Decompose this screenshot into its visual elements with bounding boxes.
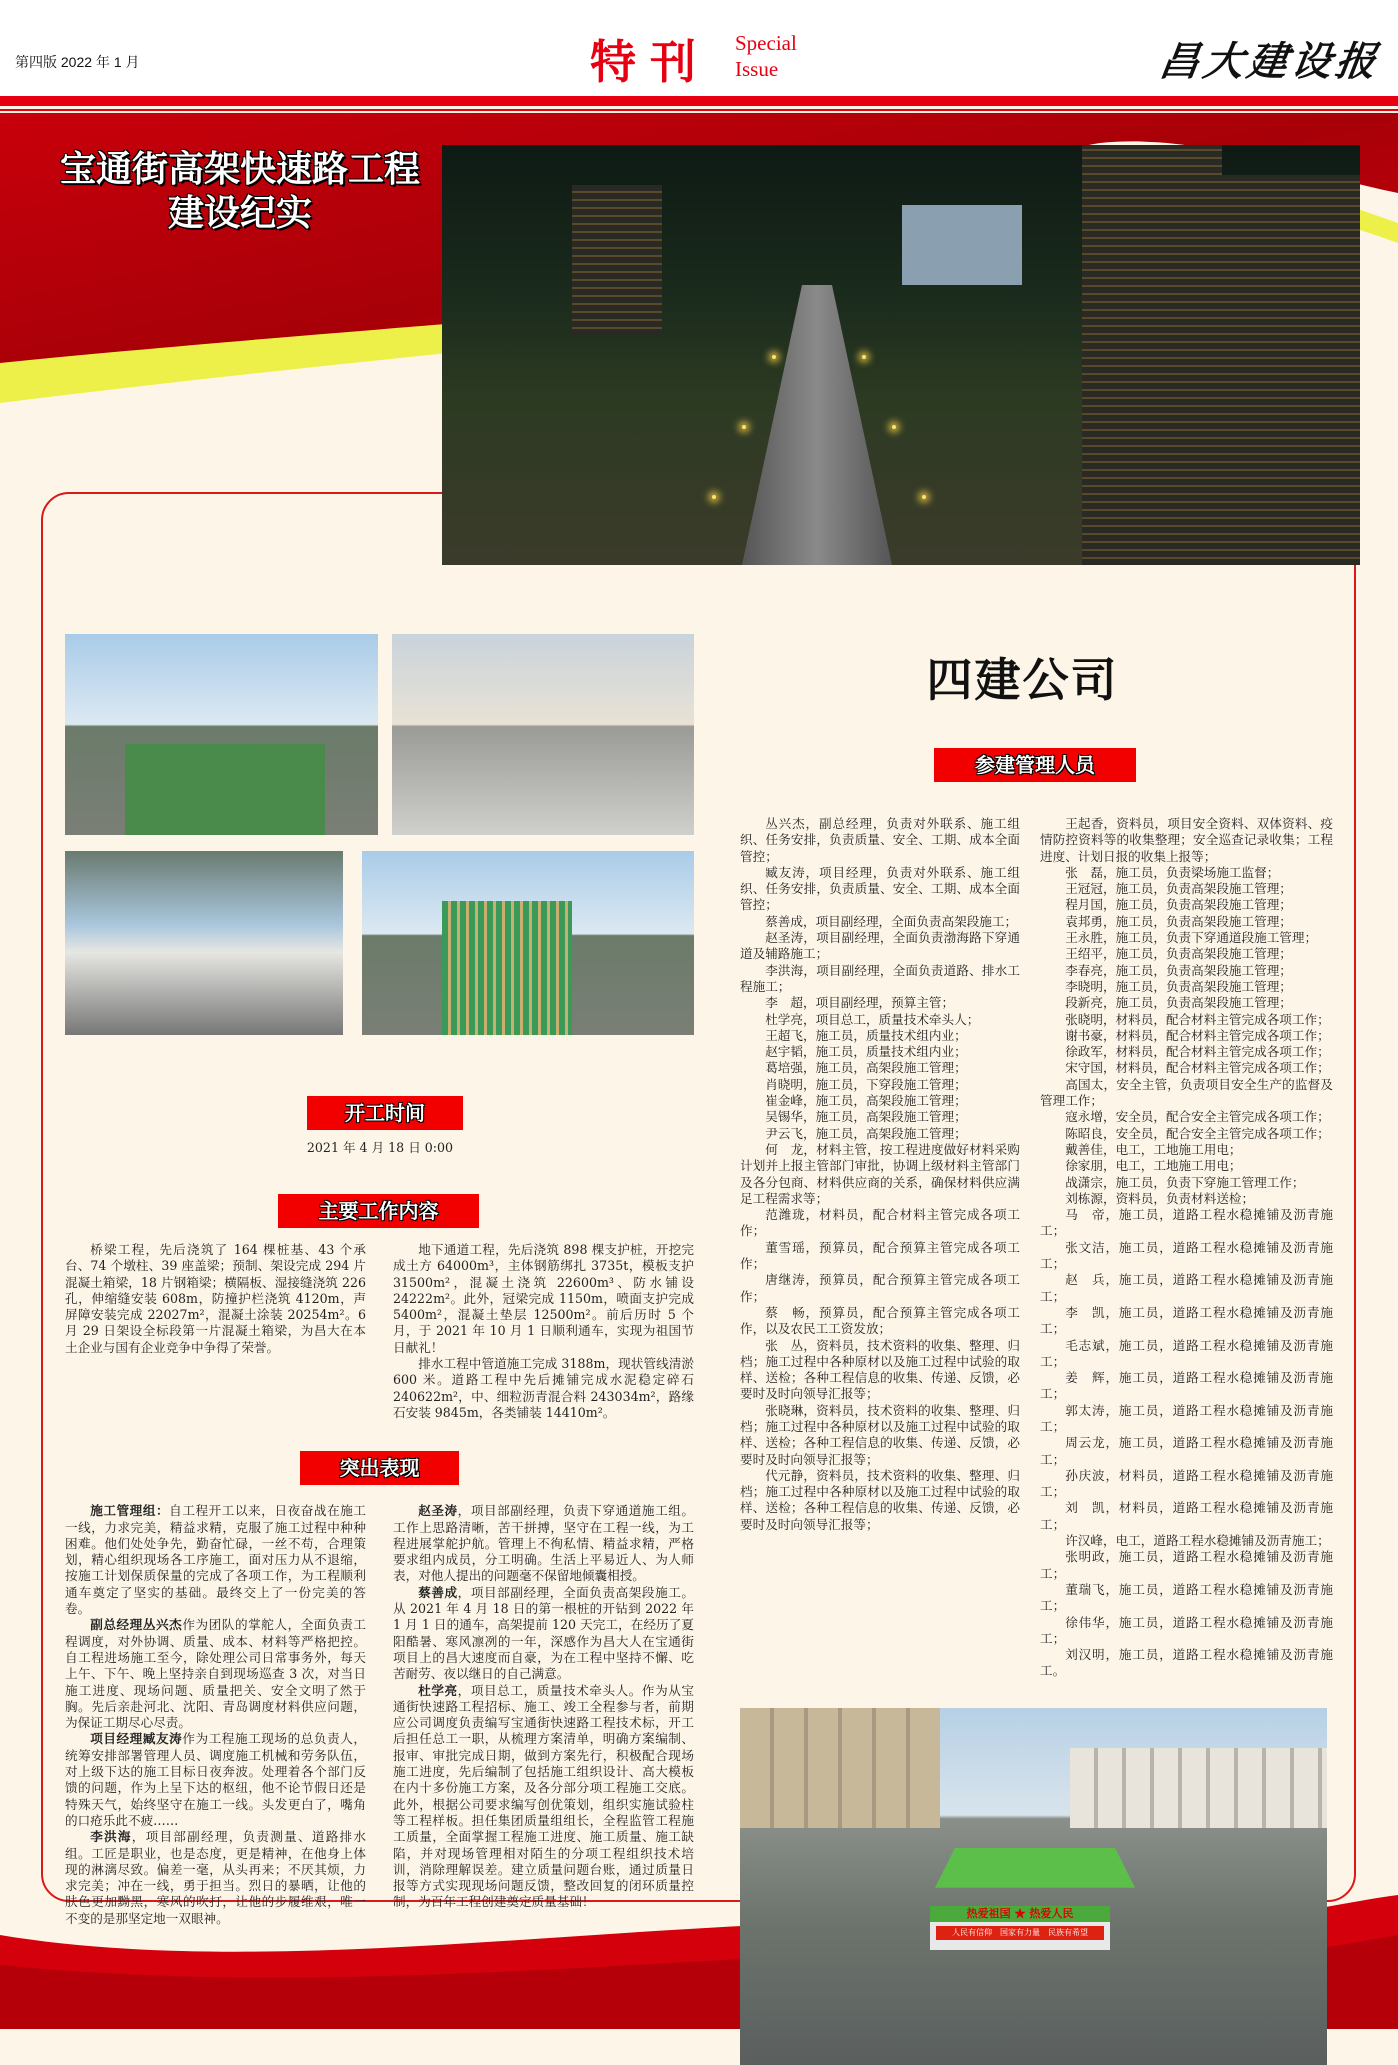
text-paragraph: 张 磊，施工员，负责梁场施工监督；	[1065, 864, 1280, 880]
text-paragraph: 范潍珑，材料员，配合材料主管完成各项工作；	[740, 1207, 1020, 1239]
text-paragraph: 臧友涛，项目经理，负责对外联系、施工组织、任务安排，负责质量、安全、工期、成本全面管控；	[740, 864, 1020, 913]
highlight-name: 蔡善成	[418, 1584, 458, 1600]
signage-slogan: 热爱祖国 ★ 热爱人民	[930, 1906, 1110, 1922]
lamp	[862, 355, 866, 359]
lamp	[772, 355, 776, 359]
text-paragraph: 许汉峰，电工，道路工程水稳摊铺及沥青施工；	[1065, 1533, 1330, 1549]
text-paragraph: 王起香，资料员，项目安全资料、双体资料、疫情防控资料等的收集整理；安全巡查记录收集；工程进度、计划日报的收集上报等；	[1040, 816, 1333, 864]
highlight-name: 李洪海	[90, 1829, 132, 1845]
highlight-name: 杜学亮	[418, 1682, 458, 1698]
completed-road-photo	[740, 1708, 1327, 2065]
text-paragraph: 郭太涛，施工员，道路工程水稳摊铺及沥青施工；	[1040, 1402, 1333, 1434]
text-paragraph: 毛志斌，施工员，道路工程水稳摊铺及沥青施工；	[1040, 1337, 1333, 1369]
text-paragraph: 王绍平，施工员，负责高架段施工管理；	[1065, 946, 1292, 962]
start-time-label: 开工时间	[307, 1096, 463, 1130]
special-issue-title: 特刊	[590, 35, 710, 89]
text-paragraph: 王冠冠，施工员，负责高架段施工管理；	[1065, 881, 1292, 897]
text-paragraph: 桥梁工程，先后浇筑了 164 棵桩基、43 个承台、74 个墩柱、39 座盖梁；预制、架设完成 294 片混凝土箱梁，18 片钢箱梁；横隔板、湿接缝浇筑 226 孔，伸缩缝安装 608m，防撞护栏浇筑 4120m，声屏障安装完成 22027m²，混凝土涂装 20254m²。6 月 29 日架设全标段第一片混凝土箱梁，为昌大在本土企业与国有企业竞争中争得了荣誉。	[65, 1242, 366, 1355]
highlight-paragraph	[65, 1829, 366, 1927]
special-en-line1: Special	[735, 31, 797, 55]
text-paragraph: 地下通道工程，先后浇筑 898 棵支护桩，开挖完成土方 64000m³，主体钢筋绑扎 3735t，模板支护 31500m²，混凝土浇筑 22600m³、防水铺设 24222m²。此外，冠梁完成 1150m，喷面支护完成 5400m²，混凝土垫层 12500m²。前后历时 5 个月，于 2021 年 10 月 1 日顺利通车，实现为祖国节日献礼！	[393, 1242, 694, 1355]
text-paragraph: 王永胜，施工员，负责下穿通道段施工管理；	[1065, 930, 1318, 946]
edition-date: 第四版 2022 年 1 月	[15, 54, 140, 70]
staff-list-column-2	[1040, 816, 1333, 1680]
text-paragraph: 尹云飞，施工员，高架段施工管理；	[765, 1125, 967, 1141]
text-paragraph: 寇永增，安全员，配合安全主管完成各项工作；	[1065, 1109, 1330, 1125]
text-paragraph: 徐政军，材料员，配合材料主管完成各项工作；	[1065, 1044, 1330, 1060]
text-paragraph: 周云龙，施工员，道路工程水稳摊铺及沥青施工；	[1040, 1435, 1333, 1467]
text-paragraph: 马 帝，施工员，道路工程水稳摊铺及沥青施工；	[1040, 1207, 1333, 1239]
text-paragraph: 李春亮，施工员，负责高架段施工管理；	[1065, 962, 1292, 978]
text-paragraph: 何 龙，材料主管，按工程进度做好材料采购计划并上报主管部门审批，协调上级材料主管部门及各分包商、材料供应商的关系，确保材料供应满足工程需求等；	[740, 1141, 1020, 1206]
lamp	[892, 425, 896, 429]
signage-banner: 人民有信仰 国家有力量 民族有希望	[936, 1926, 1104, 1940]
highlight-name: 副总经理丛兴杰	[90, 1617, 183, 1633]
text-paragraph: 吴锡华，施工员，高架段施工管理；	[765, 1109, 967, 1125]
text-paragraph: 刘栋源，资料员，负责材料送检；	[1065, 1190, 1255, 1206]
text-paragraph: 张明政，施工员，道路工程水稳摊铺及沥青施工；	[1040, 1549, 1333, 1581]
text-paragraph: 宋守国，材料员，配合材料主管完成各项工作；	[1065, 1060, 1330, 1076]
highlights-text	[65, 1503, 695, 1927]
text-paragraph: 李 超，项目副经理，预算主管；	[765, 995, 955, 1011]
highlight-text: ，项目部副经理，负责下穿通道施工组。工作上思路清晰，苦干拼搏，坚守在工程一线，为工程进展掌舵护航。管理上不徇私情、精益求精，严格要求组内成员，分工明确。生活上平易近人、为人师表，对他人提出的问题毫不保留地倾囊相授。	[393, 1503, 695, 1584]
header-divider	[0, 96, 1398, 106]
highlight-paragraph	[65, 1617, 366, 1731]
highlight-paragraph	[393, 1503, 694, 1584]
text-paragraph: 徐家朋，电工，工地施工用电；	[1065, 1158, 1242, 1174]
highlight-name: 施工管理组：	[90, 1503, 170, 1519]
left-column	[65, 634, 695, 1927]
feature-title-line1: 宝通街高架快速路工程	[59, 149, 420, 190]
text-paragraph: 葛培强，施工员，高架段施工管理；	[765, 1060, 967, 1076]
highlights-label: 突出表现	[300, 1451, 459, 1485]
building	[1082, 145, 1222, 565]
highlight-text: ，项目总工，质量技术牵头人。作为从宝通街快速路工程招标、施工、竣工全程参与者，前期应公司调度负责编写宝通街快速路工程技术标，开工后担任总工一职，从梳理方案清单，明确方案编制、报审、审批完成日期，做到方案先行，积极配合现场施工进度，先后编制了包括施工组织设计、高大模板在内十多份施工方案，及各分部分项工程施工交底。此外，根据公司要求编写创优策划，组织实施试验柱等工程样板。担任集团质量组组长，全程监管工程施工质量，全面掌握工程施工进度、施工质量、施工缺陷，并对现场管理相对陌生的分项工程组织技术培训，消除理解误差。建立质量问题台账，通过质量日报等方式实现现场问题反馈，整改回复的闭环质量控制，为百年工程创建奠定质量基础！	[393, 1682, 695, 1910]
text-paragraph: 孙庆波，材料员，道路工程水稳摊铺及沥青施工；	[1040, 1467, 1333, 1500]
text-paragraph: 战潇宗，施工员，负责下穿施工管理工作；	[1065, 1174, 1305, 1190]
text-paragraph: 唐继涛，预算员，配合预算主管完成各项工作；	[740, 1272, 1020, 1304]
lamp	[712, 495, 716, 499]
text-paragraph: 蔡善成，项目副经理，全面负责高架段施工；	[765, 913, 1018, 929]
special-en-line2: Issue	[735, 57, 779, 81]
highlights-column-2	[393, 1503, 694, 1910]
text-paragraph: 戴善佳，电工，工地施工用电；	[1065, 1141, 1242, 1157]
text-paragraph: 袁邦勇，施工员，负责高架段施工管理；	[1065, 913, 1292, 929]
text-paragraph: 张文洁，施工员，道路工程水稳摊铺及沥青施工；	[1040, 1239, 1333, 1272]
text-paragraph: 刘 凯，材料员，道路工程水稳摊铺及沥青施工；	[1040, 1500, 1333, 1532]
highlight-text: ，项目部副经理，负责测量、道路排水组。工匠是职业，也是态度，更是精神，在他身上体现的淋漓尽致。偏差一毫，从头再来；不厌其烦，力求完美；冲在一线，勇于担当。烈日的暴晒，让他的肤色更加黝黑，寒风的吹打，让他的步履维艰，唯一不变的是那坚定地一双眼神。	[65, 1829, 367, 1926]
text-paragraph: 张晓明，材料员，配合材料主管完成各项工作；	[1065, 1011, 1330, 1027]
highlight-name: 赵圣涛	[418, 1503, 458, 1519]
special-issue-english	[735, 30, 797, 82]
lamp	[922, 495, 926, 499]
company-name: 四建公司	[926, 653, 1119, 707]
main-work-column-2	[393, 1242, 694, 1421]
text-paragraph: 赵 兵，施工员，道路工程水稳摊铺及沥青施工；	[1040, 1272, 1333, 1304]
text-paragraph: 陈昭良，安全员，配合安全主管完成各项工作；	[1065, 1125, 1330, 1141]
text-paragraph: 崔金峰，施工员，高架段施工管理；	[765, 1093, 967, 1109]
overpass-photo	[65, 851, 343, 1035]
highlight-name: 项目经理臧友涛	[90, 1731, 183, 1747]
building	[902, 205, 1022, 285]
text-paragraph: 蔡 畅，预算员，配合预算主管完成各项工作，以及农民工工资发放；	[740, 1304, 1020, 1337]
building	[1222, 175, 1360, 565]
text-paragraph: 代元静，资料员，技术资料的收集、整理、归档；施工过程中各种原材以及施工过程中试验的取样、送检；各种工程信息的收集、传递、反馈，必要时及时向领导汇报等；	[740, 1467, 1020, 1532]
text-paragraph: 赵圣涛，项目副经理，全面负责渤海路下穿通道及辅路施工；	[740, 930, 1020, 962]
highlight-text: ，项目部副经理，全面负责高架段施工。从 2021 年 4 月 18 日的第一根桩的开钻到 2022 年 1 月 1 日的通车，高架提前 120 天完工，在经历了夏阳酷暑、寒风凛冽的一年，深感作为昌大人在宝通街项目上的昌大速度而自豪，为在工程中坚持不懈、吃苦耐劳、夜以继日的自己满意。	[393, 1584, 695, 1682]
photo-grid	[65, 634, 695, 1035]
text-paragraph: 张 丛，资料员，技术资料的收集、整理、归档；施工过程中各种原材以及施工过程中试验的取样、送检；各种工程信息的收集、传递、反馈，必要时及时向领导汇报等；	[740, 1337, 1020, 1402]
main-work-text	[65, 1242, 695, 1421]
text-paragraph: 刘汉明，施工员，道路工程水稳摊铺及沥青施工。	[1040, 1647, 1333, 1679]
feature-title-line2: 建设纪实	[167, 193, 312, 234]
highlight-paragraph	[393, 1585, 694, 1683]
feature-title	[40, 148, 440, 236]
construction-photo-3	[362, 851, 694, 1035]
staff-list	[740, 816, 1333, 1680]
text-paragraph: 徐伟华，施工员，道路工程水稳摊铺及沥青施工；	[1040, 1614, 1333, 1646]
header-divider-thin	[0, 109, 1398, 111]
highlight-text: 自工程开工以来，日夜奋战在施工一线，力求完美，精益求精，克服了施工过程中种种困难。他们处处争先，勤奋忙碌，一丝不苟，合理策划，精心组织现场各工序施工，面对压力从不退缩，按施工计划保质保量的完成了各项工作，为工程顺利通车奠定了坚实的基础。最终交上了一份完美的答卷。	[65, 1503, 367, 1617]
construction-photo-1	[65, 634, 378, 835]
text-paragraph: 王超飞，施工员，质量技术组内业；	[765, 1027, 967, 1043]
highlight-text: 作为团队的掌舵人，全面负责工程调度，对外协调、质量、成本、材料等严格把控。自工程进场施工至今，除处理公司日常事务外，每天上午、下午、晚上坚持亲自到现场巡查 3 次，对当日施工进度、现场问题、质量把关、安全文明了然于胸。先后亲赴河北、沈阳、青岛调度材料供应问题，为保证工期尽心尽责。	[65, 1617, 367, 1731]
text-paragraph: 丛兴杰，副总经理，负责对外联系、施工组织、任务安排，负责质量、安全、工期、成本全面管控；	[740, 816, 1020, 864]
highlight-paragraph	[65, 1731, 366, 1829]
newspaper-logo: 昌大建设报	[1156, 38, 1383, 85]
highlight-paragraph	[65, 1503, 366, 1617]
text-paragraph: 董雪瑶，预算员，配合预算主管完成各项工作；	[740, 1239, 1020, 1272]
text-paragraph: 赵宇韬，施工员，质量技术组内业；	[765, 1044, 967, 1060]
construction-photo-2	[392, 634, 694, 835]
text-paragraph: 董瑞飞，施工员，道路工程水稳摊铺及沥青施工；	[1040, 1581, 1333, 1614]
text-paragraph: 高国太，安全主管，负责项目安全生产的监督及管理工作；	[1040, 1076, 1333, 1109]
text-paragraph: 李晓明，施工员，负责高架段施工管理；	[1065, 978, 1292, 994]
right-column	[740, 652, 1333, 2065]
text-paragraph: 排水工程中管道施工完成 3188m，现状管线清淤 600 米。道路工程中先后摊铺完成水泥稳定碎石 240622m²，中、细粒沥青混合料 243034m²，路缘石安装 9845m，各类铺装 14410m²。	[393, 1356, 694, 1420]
text-paragraph: 程月国，施工员，负责高架段施工管理；	[1065, 897, 1292, 913]
road	[742, 285, 892, 565]
main-work-column-1	[65, 1242, 366, 1356]
road-signage	[930, 1906, 1110, 1950]
text-paragraph: 李洪海，项目副经理，全面负责道路、排水工程施工；	[740, 962, 1020, 994]
text-paragraph: 谢书豪，材料员，配合材料主管完成各项工作；	[1065, 1027, 1330, 1043]
highlights-column-1	[65, 1503, 366, 1927]
text-paragraph: 李 凯，施工员，道路工程水稳摊铺及沥青施工；	[1040, 1304, 1333, 1337]
staff-section-label: 参建管理人员	[934, 748, 1136, 782]
main-work-label: 主要工作内容	[278, 1194, 479, 1228]
night-aerial-photo	[442, 145, 1360, 565]
highlight-text: 作为工程施工现场的总负责人，统筹安排部署管理人员、调度施工机械和劳务队伍，对上级下达的施工目标日夜奔波。处理着各个部门反馈的问题，作为上呈下达的枢纽，他不论节假日还是特殊天气，始终坚守在施工一线。头发更白了，嘴角的口疮乐此不疲……	[65, 1731, 367, 1828]
start-time-value: 2021 年 4 月 18 日 0:00	[306, 1140, 454, 1155]
staff-list-column-1	[740, 816, 1020, 1533]
lamp	[742, 425, 746, 429]
text-paragraph: 姜 辉，施工员，道路工程水稳摊铺及沥青施工；	[1040, 1370, 1333, 1402]
text-paragraph: 杜学亮，项目总工，质量技术牵头人；	[765, 1011, 980, 1027]
building	[572, 185, 662, 335]
text-paragraph: 张晓琳，资料员，技术资料的收集、整理、归档；施工过程中各种原材以及施工过程中试验的取样、送检；各种工程信息的收集、传递、反馈，必要时及时向领导汇报等；	[740, 1402, 1020, 1467]
text-paragraph: 肖晓明，施工员，下穿段施工管理；	[765, 1076, 967, 1092]
text-paragraph: 段新亮，施工员，负责高架段施工管理；	[1065, 995, 1292, 1011]
highlight-paragraph	[393, 1683, 694, 1911]
